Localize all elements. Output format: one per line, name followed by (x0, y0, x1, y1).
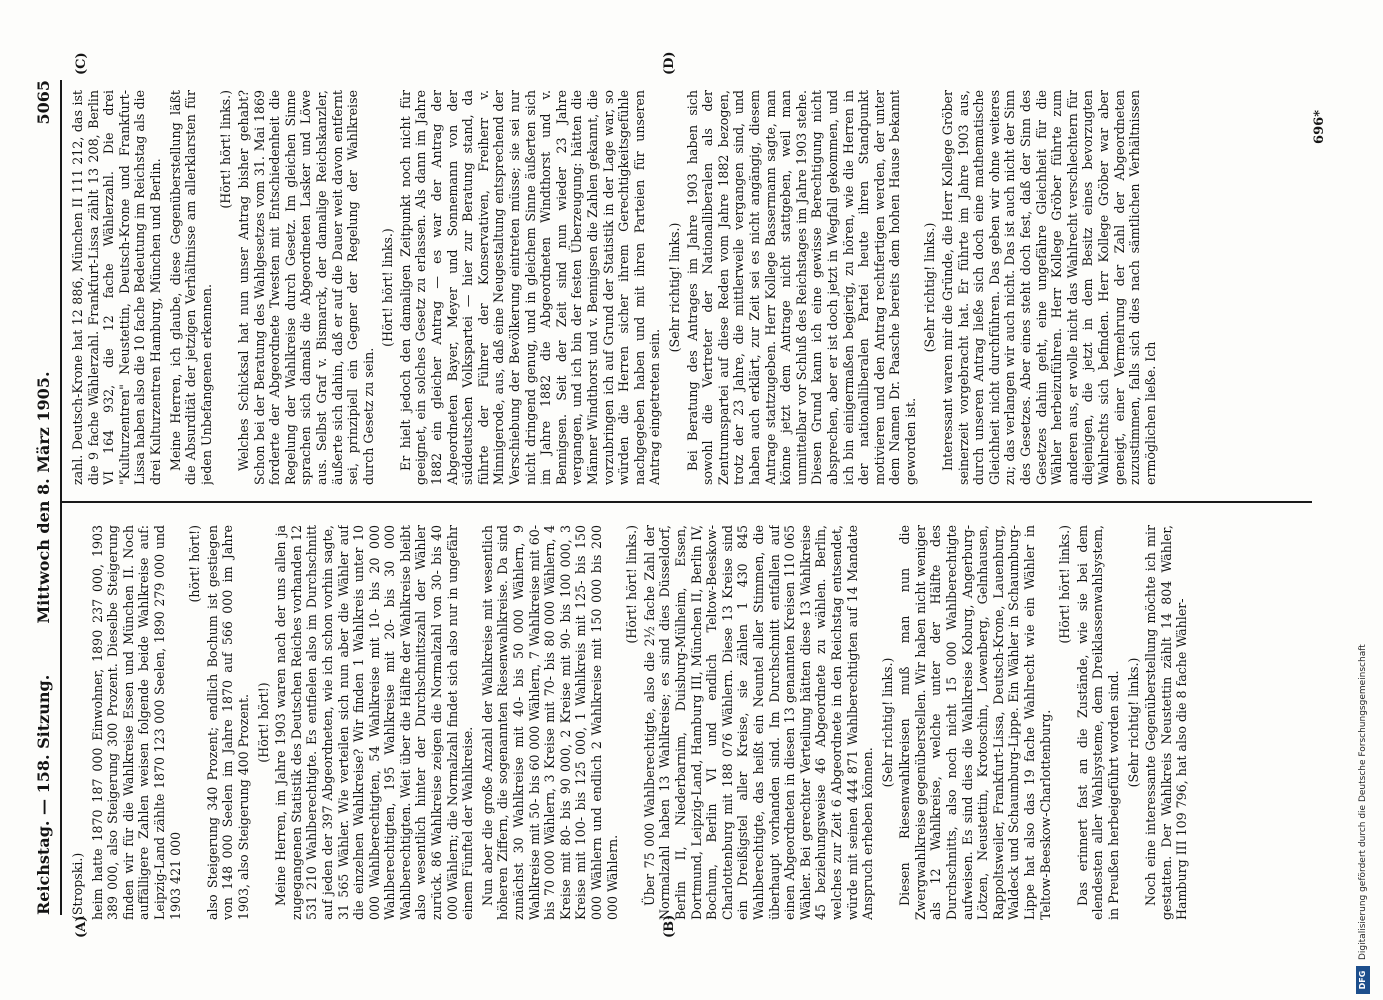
paragraph: also Steigerung 340 Prozent; endlich Bochum ist gestiegen von 148 000 Seelen im Jahre 1870 auf 566 000 im Jahre 1903, also Steigerung 400 Prozent. (204, 525, 251, 920)
right-column (70, 90, 1300, 485)
page-header (30, 80, 62, 915)
page-number: 5065 (34, 80, 53, 125)
interjection: (Sehr richtig! links.) (1125, 657, 1141, 788)
margin-marker-b: (B) (662, 914, 677, 938)
column-divider (62, 501, 1312, 503)
paragraph: Bei Beratung des Antrages im Jahre 1903 haben sich sowohl die Vertreter der Nationalliberalen als der Zentrumspartei auf diese Reden vom Jahre 1882 bezogen, trotz der 23 Jahre, die mittlerweile vergangen sind, und haben auch erklärt, zur Zeit sei es nicht angängig, diesem Antrage stattzugeben. Herr Kollege Bassermann sagte, man könne jetzt dem Antrage nicht stattgeben, weil man unmittelbar vor Schluß des Reichstages im Jahre 1903 stehe. Diesen Grund kann ich eine gewisse Berechtigung nicht absprechen, aber er ist doch jetzt in Wegfall gekommen, und ich bin einigermaßen begierig, zu hören, wie die Herren in der nationalliberalen Partei heute ihren Standpunkt motivieren und den Antrag rechtfertigen werden, der unter dem Namen Dr. Paasche bereits dem hohen Hause bekannt geworden ist. (684, 90, 918, 485)
left-column (70, 525, 1300, 920)
interjection: (Hört! hört! links.) (218, 90, 234, 209)
digitization-credit: Digitalisierung gefördert durch die Deutsche Forschungsgemeinschaft (1358, 644, 1368, 960)
paragraph: Meine Herren, im Jahre 1903 waren nach der uns allen ja zugegangenen Statistik des Deutschen Reiches vorhanden 12 531 210 Wahlberechtigte. Es entfielen also im Durchschnitt auf jeden der 397 Abgeordneten, wie ich schon vorhin sagte, 31 565 Wähler. Wie verteilen sich nun aber die Wähler auf die einzelnen Wahlkreise? Wir finden 1 Wahlkreis unter 10 000 Wahlberechtigten, 54 Wahlkreise mit 10- bis 20 000 Wahlberechtigten, 195 Wahlkreise mit 20- bis 30 000 Wahlberechtigten. Weit über die Hälfte der Wahlkreise bleibt also wesentlich hinter der Durchschnittszahl der Wähler zurück. 86 Wahlkreise zeigen die Normalzahl von 30- bis 40 000 Wählern; die Normalzahl findet sich also nur in ungefähr einem Fünftel der Wahlkreise. (273, 525, 476, 920)
paragraph: Welches Schicksal hat nun unser Antrag bisher gehabt? Schon bei der Beratung des Wahlgesetzes vom 31. Mai 1869 forderte der Abgeordnete Twesten mit Entschiedenheit die Regelung der Wahlkreise durch Gesetz. Im gleichen Sinne sprachen sich damals die Abgeordneten Lasker und Löwe aus. Selbst Graf v. Bismarck, der damalige Reichskanzler, äußerte sich dahin, daß er auf die Dauer weit davon entfernt sei, prinzipiell ein Gegner der Regelung der Wahlkreise durch Gesetz zu sein. (235, 90, 376, 485)
paragraph: heim hatte 1870 187 000 Einwohner, 1890 237 000, 1903 389 000, also Steigerung 300 Prozent. Dieselbe Steigerung finden wir für die Wahlkreise Essen und München II. Noch auffälligere Zahlen weisen folgende beide Wahlkreise auf: Leipzig-Land zählte 1870 123 000 Seelen, 1890 279 000 und 1903 421 000 (89, 525, 183, 920)
margin-marker-a: (A) (74, 915, 89, 938)
header-date: Mittwoch den 8. März 1905. (34, 371, 53, 624)
paragraph: Über 75 000 Wahlberechtigte, also die 2½ fache Zahl der Normalzahl haben 13 Wahlkreise; es sind dies Düsseldorf, Berlin II, Niederbarnim, Duisburg-Mülheim, Essen, Dortmund, Leipzig-Land, Hamburg III, München II, Berlin IV, Bochum, Berlin VI und endlich Teltow-Beeskow-Charlottenburg mit 188 076 Wählern. Diese 13 Kreise sind ein Dreißigstel aller Kreise, sie zählen 1 430 845 Wahlberechtigte, das heißt ein Neuntel aller Stimmen, die überhaupt vorhanden sind. Im Durchschnitt entfallen auf einen Abgeordneten in diesen 13 genannten Kreisen 110 065 Wähler. Bei gerechter Verteilung hätten diese 13 Wahlkreise 45 beziehungsweise 46 Abgeordnete zu wählen. Berlin, welches zur Zeit 6 Abgeordnete in den Reichstag entsendet, würde mit seinen 444 871 Wahlberechtigten auf 14 Mandate Anspruch erheben können. (641, 525, 876, 920)
interjection: (Hört! hört! links.) (380, 228, 396, 347)
interjection: (Sehr richtig! links.) (922, 222, 938, 353)
paragraph: Nun aber die große Anzahl der Wahlkreise mit wesentlich höheren Ziffern, die sogenannten Riesenwahlkreise. Da sind zunächst 30 Wahlkreise mit 40- bis 50 000 Wählern, 9 Wahlkreise mit 50- bis 60 000 Wählern, 7 Wahlkreise mit 60- bis 70 000 Wählern, 3 Kreise mit 70- bis 80 000 Wählern, 4 Kreise mit 80- bis 90 000, 2 Kreise mit 90- bis 100 000, 3 Kreise mit 100- bis 125 000, 1 Wahlkreis mit 125- bis 150 000 Wählern und endlich 2 Wahlkreise mit 150 000 bis 200 000 Wählern. (479, 525, 620, 920)
paragraph: Interessant waren mir die Gründe, die Herr Kollege Gröber seinerzeit vorgebracht hat. Er führte im Jahre 1903 aus, durch unseren Antrag ließe sich doch eine mathematische Gleichheit nicht durchführen. Das geben wir ohne weiteres zu; das verlangen wir auch nicht. Das ist auch nicht der Sinn des Gesetzes. Aber eines steht doch fest, daß der Sinn des Gesetzes dahin geht, eine ungefähre Gleichheit für die Wähler herbeizuführen. Herr Kollege Gröber führte zum anderen aus, er wolle nicht das Wahlrecht verschlechtern für diejenigen, die jetzt in dem Besitz eines bevorzugten Wahlrechts sich befinden. Herr Kollege Gröber war aber geneigt, einer Vermehrung der Zahl der Abgeordneten zuzustimmen, falls sich dies nach sämtlichen Verhältnissen ermöglichen ließe. Ich (940, 90, 1158, 485)
interjection: (Hört! hört! links.) (624, 525, 640, 644)
margin-marker-c: (C) (74, 52, 89, 75)
interjection: (Hört! hört! links.) (1057, 525, 1073, 644)
paragraph: zahl. Deutsch-Krone hat 12 886, München II 111 212, das ist die 9 fache Wählerzahl. Frankfurt-Lissa zählt 13 208, Berlin VI 164 932, die 12 fache Wählerzahl. Die drei "Kulturzentren" Neustettin, Deutsch-Krone und Frankfurt-Lissa haben also die 10 fache Bedeutung im Reichstag als die drei Kulturzentren Hamburg, München und Berlin. (70, 90, 163, 485)
interjection: (Sehr richtig! links.) (666, 222, 682, 353)
paragraph: Noch eine interessante Gegenüberstellung möchte ich mir gestatten. Der Wahlkreis Neustettin zählt 14 804 Wähler, Hamburg III 109 796, hat also die 8 fache Wähler- (1143, 525, 1190, 920)
interjection: (Hört! hört!) (255, 682, 271, 763)
margin-marker-d: (D) (662, 51, 677, 75)
header-left: Reichstag. — 158. Sitzung. (34, 674, 53, 915)
paragraph: Er hielt jedoch den damaligen Zeitpunkt noch nicht für geeignet, ein solches Gesetz zu erlassen. Als dann im Jahre 1882 ein gleicher Antrag — es war der Antrag der Abgeordneten Bayer, Meyer und Sonnemann von der süddeutschen Volkspartei — hier zur Beratung stand, da führte der Führer der Konservativen, Freiherr v. Minnigerode, aus, daß eine Neugestaltung entsprechend der Verschiebung der Bevölkerung eintreten müsse; sie sei nur nicht dringend genug, und in gleichem Sinne äußerten sich im Jahre 1882 die Abgeordneten Windthorst und v. Bennigsen. Seit der Zeit sind nun wieder 23 Jahre vergangen, und ich bin der festen Überzeugung: hätten die Männer Windthorst und v. Bennigsen die Zahlen gekannt, die vorzubringen ich auf Grund der Statistik in der Lage war, so würden die Herren sicher ihrem Gerechtigkeitsgefühle nachgegeben haben und mit ihren Parteien für unseren Antrag eingetreten sein. (397, 90, 663, 485)
folio-mark: 696* (1312, 110, 1327, 144)
paragraph: Meine Herren, ich glaube, diese Gegenüberstellung läßt die Absurdität der jetzigen Verhältnisse am allerklarsten für jeden Unbefangenen erkennen. (167, 90, 214, 485)
speaker-name: (Stropski.) (70, 852, 85, 920)
interjection: (Sehr richtig! links.) (879, 657, 895, 788)
dfg-logo: DFG (1356, 966, 1370, 994)
paragraph: Diesen Riesenwahlkreisen muß man nun die Zwergwahlkreise gegenüberstellen. Wir haben nicht weniger als 12 Wahlkreise, welche unter der Hälfte des Durchschnitts, also noch nicht 15 000 Wahlberechtigte aufweisen. Es sind dies die Wahlkreise Koburg, Angerburg-Lötzen, Neustettin, Krotoschin, Lowenberg, Gelnhausen, Rappoltsweiler, Frankfurt-Lissa, Deutsch-Krone, Lauenburg, Waldeck und Schaumburg-Lippe. Ein Wähler in Schaumburg-Lippe hat also das 19 fache Wahlrecht wie ein Wähler in Teltow-Beeskow-Charlottenburg. (897, 525, 1053, 920)
interjection: (hört! hört!) (187, 525, 203, 603)
paragraph: Das erinnert fast an die Zustände, wie sie bei dem elendesten aller Wahlsysteme, dem Dreiklassenwahlsystem, in Preußen herbeigeführt worden sind. (1074, 525, 1121, 920)
